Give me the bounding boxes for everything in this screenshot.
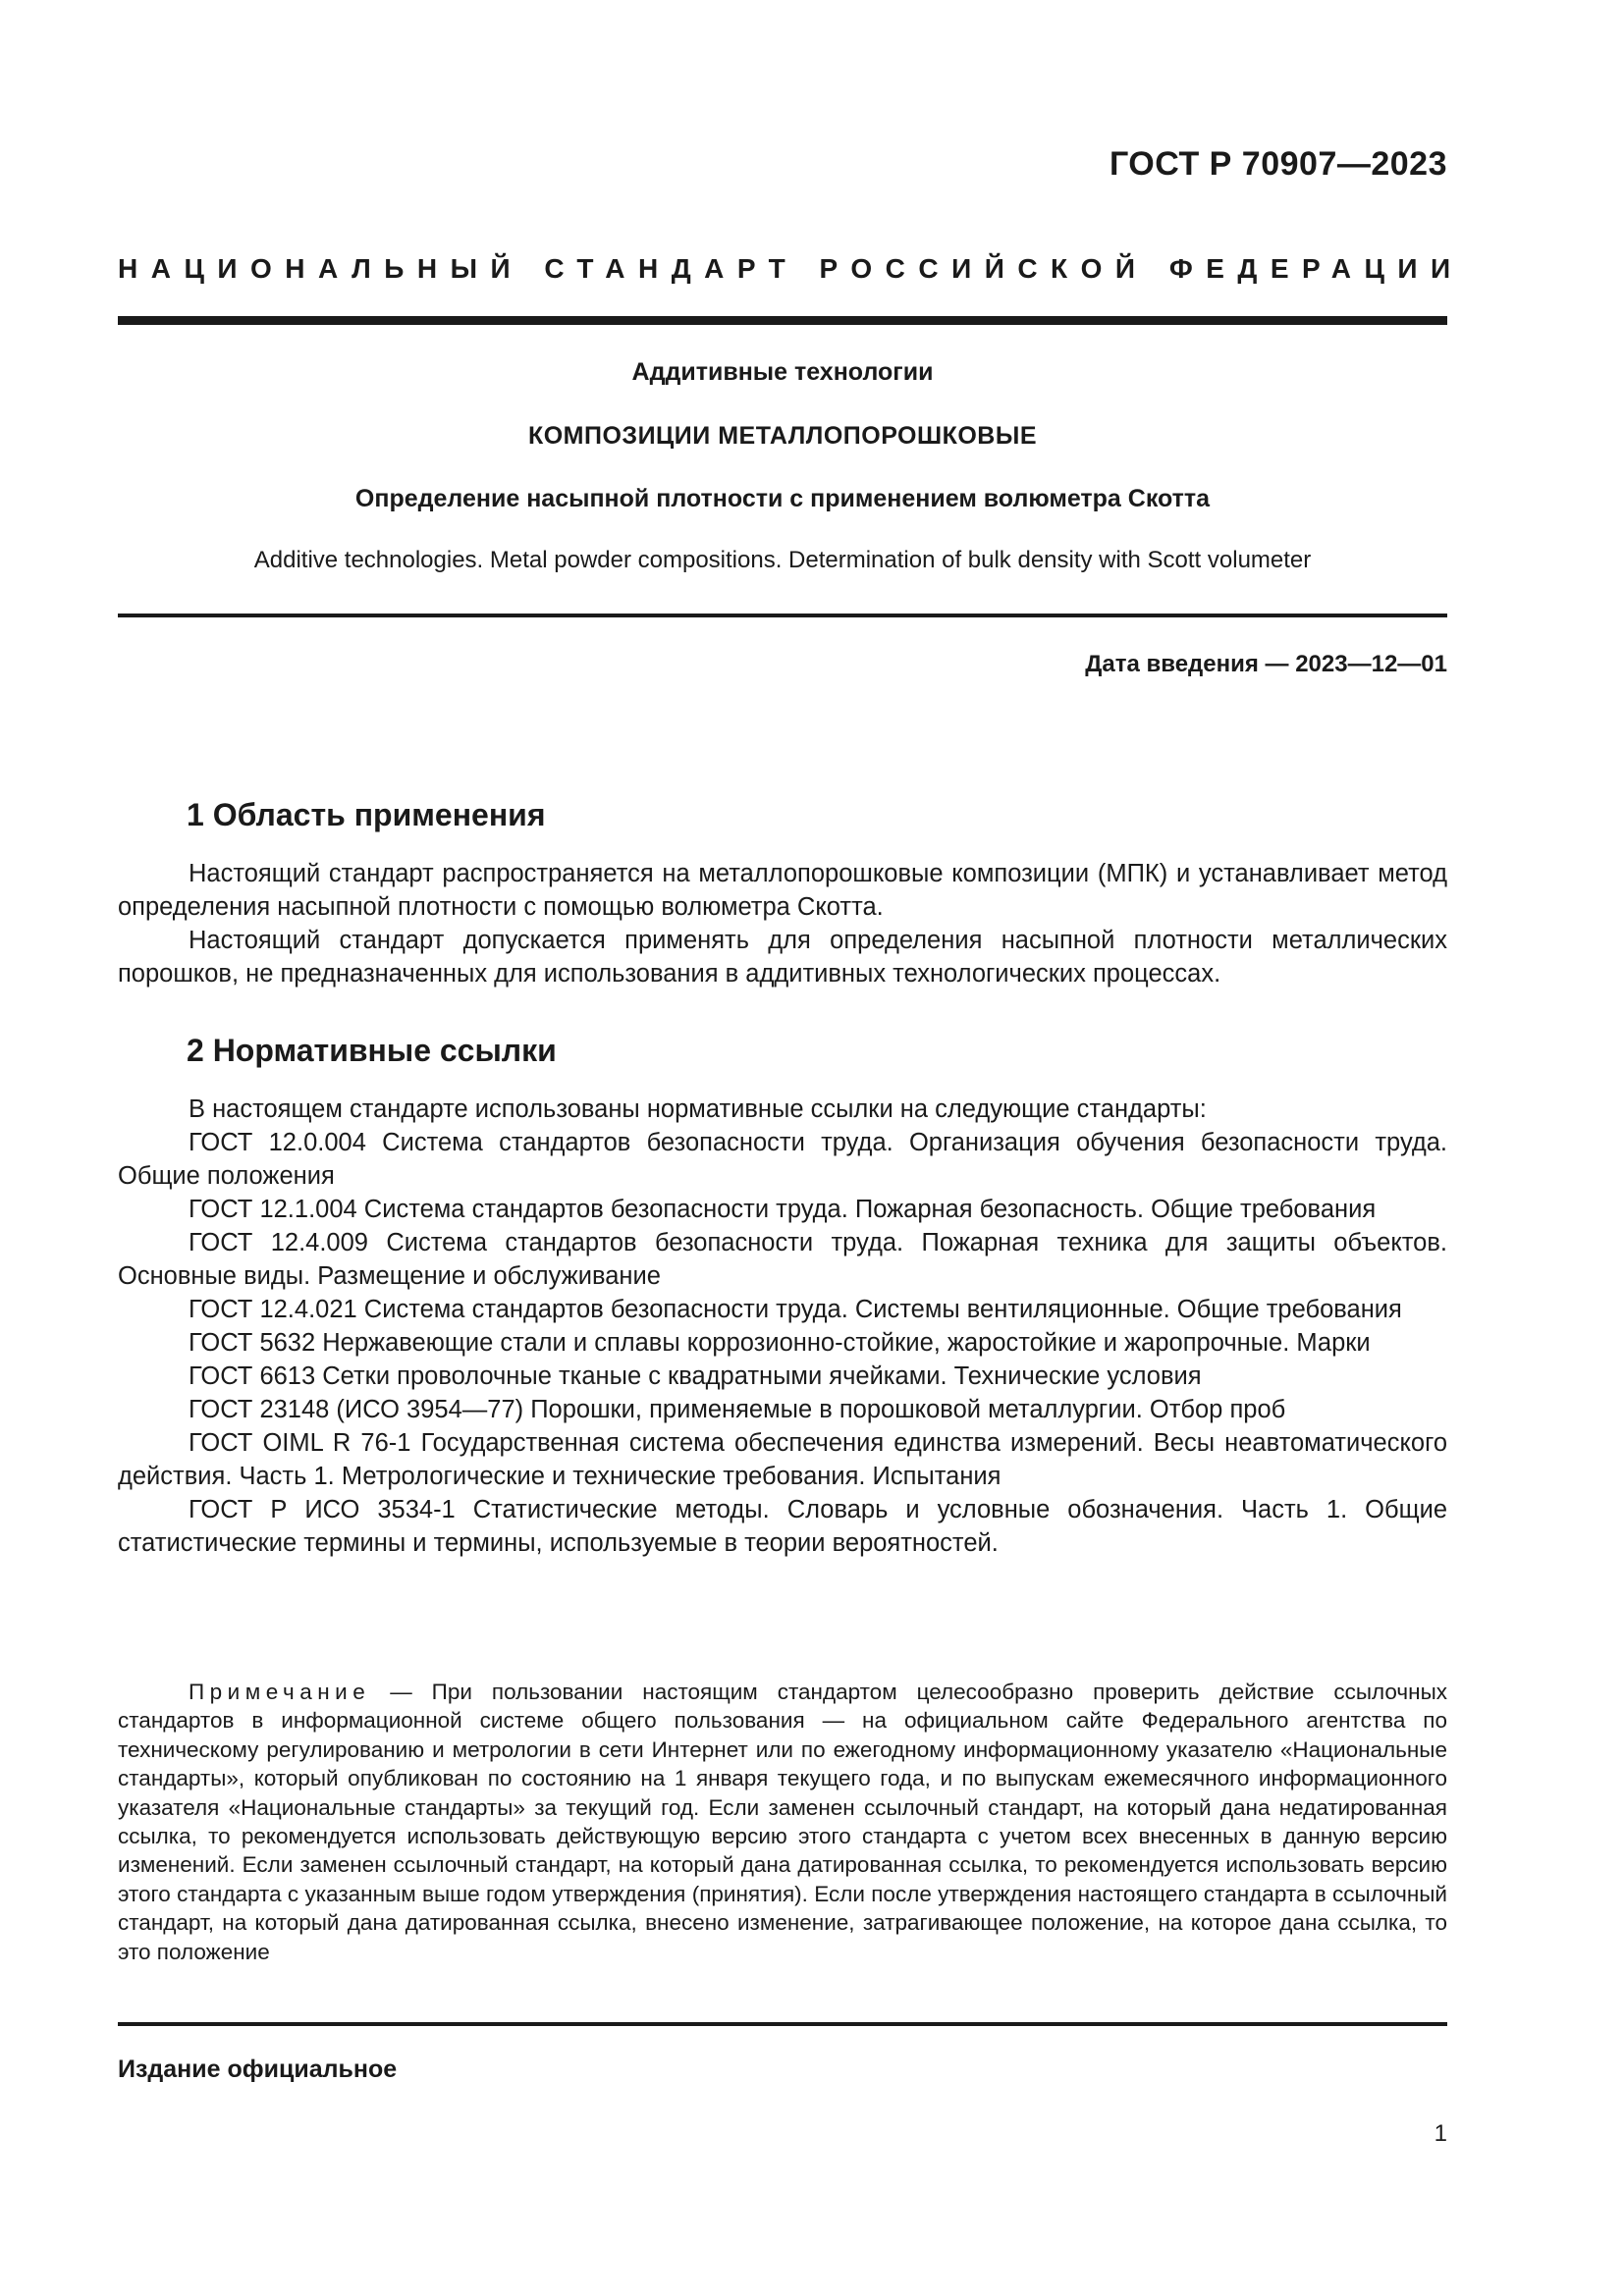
note-label: Примечание [189, 1680, 371, 1704]
reference-item: ГОСТ 6613 Сетки проволочные тканые с квадратными ячейками. Технические условия [189, 1362, 1202, 1390]
section-1-paragraph: Настоящий стандарт распространяется на металлопорошковые композиции (МПК) и устанавливает метод определения насыпной плотности с помощью волюметра Скотта. [118, 860, 1447, 921]
footer-divider [118, 2022, 1447, 2026]
note-block [118, 1678, 1447, 1966]
reference-item: ГОСТ 12.0.004 Система стандартов безопасности труда. Организация обучения безопасности труда. Общие положения [118, 1129, 1447, 1190]
title-divider [118, 614, 1447, 617]
reference-item: ГОСТ 12.4.009 Система стандартов безопасности труда. Пожарная техника для защиты объектов. Основные виды. Размещение и обслуживание [118, 1229, 1447, 1290]
document-code: ГОСТ Р 70907—2023 [1109, 145, 1447, 183]
document-subject: Аддитивные технологии [631, 358, 934, 386]
references-intro: В настоящем стандарте использованы нормативные ссылки на следующие стандарты: [189, 1095, 1207, 1123]
reference-item: ГОСТ OIML R 76-1 Государственная система обеспечения единства измерений. Весы неавтоматического действия. Часть 1. Метрологические и технические требования. Испытания [118, 1429, 1447, 1490]
header-divider [118, 316, 1447, 325]
reference-item: ГОСТ Р ИСО 3534-1 Статистические методы. Словарь и условные обозначения. Часть 1. Общие статистические термины и термины, используемые в теории вероятностей. [118, 1496, 1447, 1557]
document-subname: Определение насыпной плотности с применением волюметра Скотта [354, 485, 1211, 512]
section-1-paragraph: Настоящий стандарт допускается применять для определения насыпной плотности металлических порошков, не предназначенных для использования в аддитивных технологических процессах. [118, 927, 1447, 988]
reference-item: ГОСТ 12.4.021 Система стандартов безопасности труда. Системы вентиляционные. Общие требования [189, 1296, 1402, 1323]
page-number: 1 [1434, 2120, 1447, 2147]
reference-item: ГОСТ 23148 (ИСО 3954—77) Порошки, применяемые в порошковой металлургии. Отбор проб [189, 1396, 1286, 1423]
section-1-body [118, 857, 1447, 990]
reference-item: ГОСТ 12.1.004 Система стандартов безопасности труда. Пожарная безопасность. Общие требования [189, 1196, 1377, 1223]
document-name: КОМПОЗИЦИИ МЕТАЛЛОПОРОШКОВЫЕ [527, 422, 1038, 450]
english-title: Additive technologies. Metal powder compositions. Determination of bulk density with Scott volumeter [253, 547, 1312, 573]
edition-label: Издание официальное [118, 2056, 398, 2083]
note-text: — При пользовании настоящим стандартом целесообразно проверить действие ссылочных стандартов в информационной системе общего пользования — на официальном сайте Федерального агентства по техническому регулированию и метрологии в сети Интернет или по ежегодному информационному указателю «Национальные стандарты», который опубликован по состоянию на 1 января текущего года, и по выпускам ежемесячного информационного указателя «Национальные стандарты» за текущий год. Если заменен ссылочный стандарт, на который дана недатированная ссылка, то рекомендуется использовать действующую версию этого стандарта с учетом всех внесенных в данную версию изменений. Если заменен ссылочный стандарт, на который дана датированная ссылка, то рекомендуется использовать версию этого стандарта с указанным выше годом утверждения (принятия). Если после утверждения настоящего стандарта в ссылочный стандарт, на который дана датированная ссылка, внесено изменение, затрагивающее положение, на которое дана ссылка, то это положение [118, 1680, 1447, 1964]
national-standard-title: НАЦИОНАЛЬНЫЙ СТАНДАРТ РОССИЙСКОЙ ФЕДЕРАЦИИ [118, 253, 1464, 284]
section-2-body [118, 1093, 1447, 1560]
introduction-date: Дата введения — 2023—12—01 [1085, 651, 1447, 677]
section-1-title: 1 Область применения [187, 797, 546, 832]
reference-item: ГОСТ 5632 Нержавеющие стали и сплавы коррозионно-стойкие, жаростойкие и жаропрочные. Марки [189, 1329, 1371, 1357]
section-2-title: 2 Нормативные ссылки [187, 1033, 557, 1068]
